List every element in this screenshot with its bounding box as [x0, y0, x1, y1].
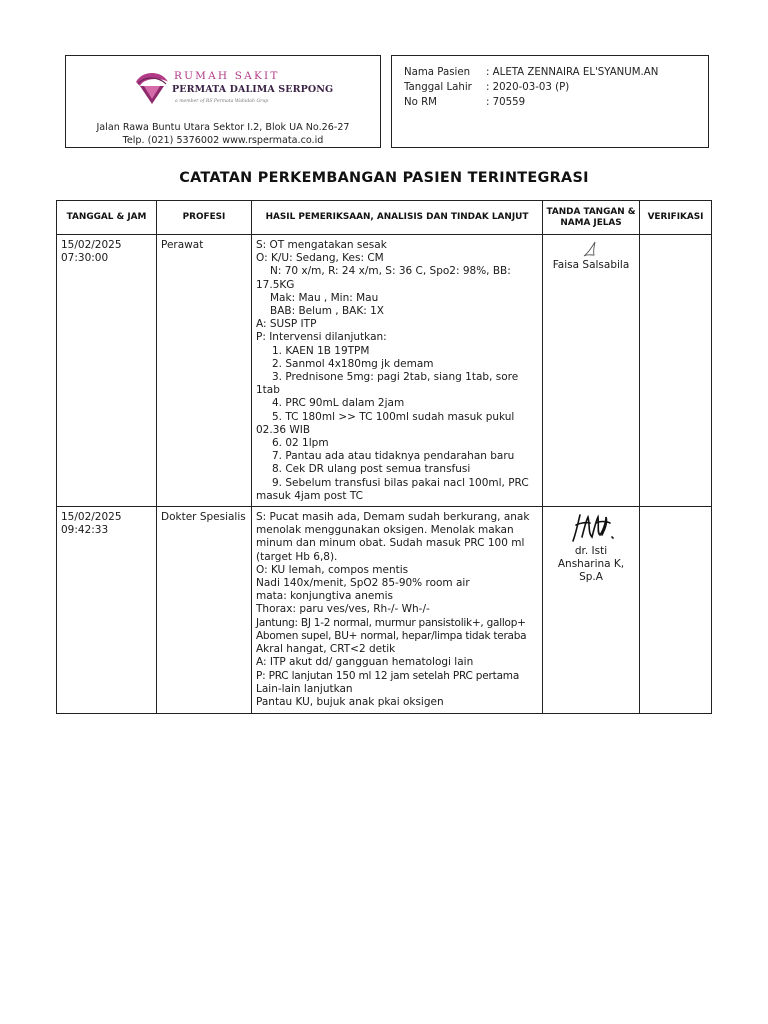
hasil-line: 4. PRC 90mL dalam 2jam — [272, 397, 405, 410]
entry-time: 07:30:00 — [61, 252, 109, 265]
patient-dob-label: Tanggal Lahir — [404, 82, 472, 93]
page-title: CATATAN PERKEMBANGAN PASIEN TERINTEGRASI — [179, 170, 589, 186]
table-header-row — [57, 201, 712, 235]
hasil-line: 6. 02 1lpm — [272, 437, 329, 450]
signature-image — [566, 511, 616, 545]
hospital-address-block — [66, 122, 380, 147]
hasil-line: 3. Prednisone 5mg: pagi 2tab, siang 1tab, sore 1tab — [256, 371, 519, 397]
header-hasil: HASIL PEMERIKSAAN, ANALISIS DAN TINDAK LANJUT — [252, 201, 543, 235]
patient-name-value: : ALETA ZENNAIRA EL'SYANUM.AN — [486, 67, 659, 78]
cell-hasil — [252, 235, 543, 507]
cell-signature — [543, 507, 640, 714]
signer-name: Faisa Salsabila — [552, 259, 630, 271]
cell-signature — [543, 235, 640, 507]
entry-date: 15/02/2025 — [61, 511, 122, 524]
cell-date-time — [57, 235, 157, 507]
header-tanggal-jam: TANGGAL & JAM — [57, 201, 157, 235]
hasil-line: P: PRC lanjutan 150 ml 12 jam setelah PRC pertama — [256, 669, 520, 682]
cell-verifikasi — [640, 507, 712, 714]
cell-profesi: Perawat — [157, 235, 252, 507]
hospital-address: Jalan Rawa Buntu Utara Sektor I.2, Blok UA No.26-27 — [96, 122, 350, 133]
hasil-line: P: Intervensi dilanjutkan: — [256, 331, 387, 344]
patient-rm-value: : 70559 — [486, 97, 526, 108]
hasil-line: BAB: Belum , BAK: 1X — [270, 305, 384, 318]
hospital-logo-line2: PERMATA DALIMA SERPONG — [172, 84, 334, 95]
entry-date: 15/02/2025 — [61, 239, 122, 251]
cell-profesi: Dokter Spesialis — [157, 507, 252, 714]
hasil-line: Mak: Mau , Min: Mau — [270, 291, 379, 304]
hasil-line: Pantau KU, bujuk anak pkai oksigen — [256, 695, 444, 708]
hospital-logo-icon — [132, 68, 172, 108]
hasil-line: Thorax: paru ves/ves, Rh-/- Wh-/- — [256, 603, 430, 616]
hospital-logo-line1: RUMAH SAKIT — [174, 70, 280, 82]
hospital-logo — [132, 68, 332, 110]
hospital-contact: Telp. (021) 5376002 www.rspermata.co.id — [122, 134, 324, 146]
hasil-line: 5. TC 180ml >> TC 100ml sudah masuk pukul 02.36 WIB — [256, 410, 515, 436]
hasil-line: S: OT mengatakan sesak — [256, 239, 387, 251]
patient-name-label: Nama Pasien — [404, 67, 471, 78]
signature-image — [576, 239, 606, 259]
entry-time: 09:42:33 — [61, 524, 109, 537]
cell-hasil — [252, 507, 543, 714]
header-profesi: PROFESI — [157, 201, 252, 235]
hasil-line: Akral hangat, CRT<2 detik — [256, 643, 396, 656]
header-verifikasi: VERIFIKASI — [640, 201, 712, 235]
hasil-line: 9. Sebelum transfusi bilas pakai nacl 100ml, PRC masuk 4jam post TC — [256, 476, 529, 502]
hasil-line: 2. Sanmol 4x180mg jk demam — [272, 357, 434, 370]
table-row — [57, 235, 712, 507]
patient-rm-row — [404, 97, 525, 108]
patient-dob-row — [404, 82, 569, 93]
hasil-line: 1. KAEN 1B 19TPM — [272, 344, 370, 357]
hasil-line: N: 70 x/m, R: 24 x/m, S: 36 C, Spo2: 98%, BB: 17.5KG — [256, 265, 511, 291]
header-tanda-tangan: TANDA TANGAN & NAMA JELAS — [543, 201, 640, 235]
hasil-line: A: SUSP ITP — [256, 318, 317, 331]
hasil-line: S: Pucat masih ada, Demam sudah berkurang, anak menolak menggunakan oksigen. Menolak makan minum dan minum obat. Sudah masuk PRC 100 ml (target Hb 6,8). — [256, 511, 530, 563]
patient-dob-value: : 2020-03-03 (P) — [486, 82, 570, 93]
hasil-line: A: ITP akut dd/ gangguan hematologi lain — [256, 656, 474, 669]
hasil-line: 8. Cek DR ulang post semua transfusi — [272, 463, 471, 476]
patient-info-box — [391, 55, 709, 148]
patient-rm-label: No RM — [404, 97, 437, 108]
hasil-line: Lain-lain lanjutkan — [256, 682, 353, 695]
cell-date-time — [57, 507, 157, 714]
hasil-line: Nadi 140x/menit, SpO2 85-90% room air — [256, 577, 470, 590]
patient-name-row — [404, 67, 658, 78]
table-row — [57, 507, 712, 714]
signer-name: dr. Isti Ansharina K, Sp.A — [557, 545, 625, 584]
hasil-line: Jantung: BJ 1-2 normal, murmur pansistolik+, gallop+ — [256, 616, 526, 629]
hospital-header-box — [65, 55, 381, 148]
cell-verifikasi — [640, 235, 712, 507]
hospital-logo-tagline: a member of RS Permata Wahidah Grup — [175, 99, 269, 104]
hasil-line: 7. Pantau ada atau tidaknya pendarahan baru — [272, 450, 515, 463]
hasil-line: O: K/U: Sedang, Kes: CM — [256, 252, 384, 265]
hasil-line: mata: konjungtiva anemis — [256, 590, 393, 603]
hasil-line: Abomen supel, BU+ normal, hepar/limpa tidak teraba — [256, 629, 527, 642]
progress-notes-table — [56, 200, 712, 714]
hasil-line: O: KU lemah, compos mentis — [256, 563, 409, 576]
